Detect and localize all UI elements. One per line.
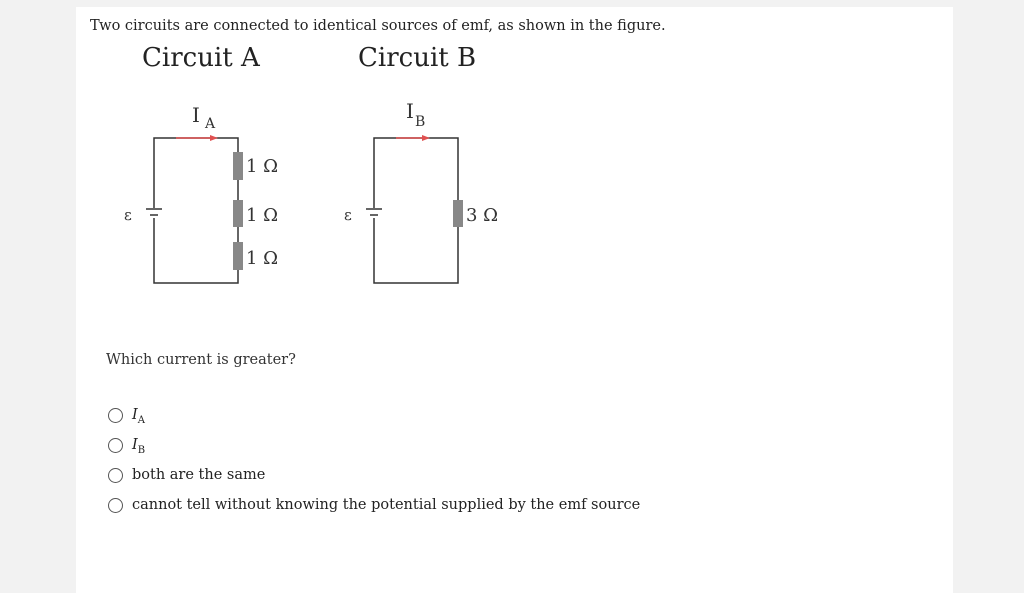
question-text: Which current is greater? (106, 352, 296, 368)
current-a-arrow (176, 135, 218, 141)
current-a-subscript: A (205, 116, 216, 132)
question-intro: Two circuits are connected to identical sources of emf, as shown in the figure. (90, 18, 666, 34)
resistor-b (453, 200, 463, 227)
circuit-b-title: Circuit B (358, 43, 477, 73)
resistor-a2 (233, 200, 243, 227)
radio-button[interactable] (108, 498, 123, 513)
current-b-label: I (406, 99, 414, 123)
current-b-arrow (396, 135, 430, 141)
option-label: $I_B$ (132, 437, 146, 456)
emf-a-label: ε (124, 206, 132, 224)
resistor-a1-label: 1 Ω (246, 156, 279, 177)
battery-a (146, 208, 162, 218)
radio-button[interactable] (108, 408, 123, 423)
battery-b (366, 208, 382, 218)
resistor-a3 (233, 242, 243, 270)
resistor-b-label: 3 Ω (466, 205, 499, 226)
option-label: cannot tell without knowing the potential supplied by the emf source (132, 497, 641, 513)
current-b-subscript: B (415, 114, 426, 130)
emf-b-label: ε (344, 206, 352, 224)
option-label: $I_A$ (132, 407, 145, 426)
circuit-figure (110, 90, 530, 300)
radio-button[interactable] (108, 438, 123, 453)
radio-button[interactable] (108, 468, 123, 483)
option-cannot-tell[interactable] (108, 494, 640, 516)
resistor-a2-label: 1 Ω (246, 205, 279, 226)
option-ib[interactable] (108, 434, 145, 456)
current-a-label: I (192, 103, 200, 127)
resistor-a1 (233, 152, 243, 180)
circuit-b-wires (374, 138, 458, 283)
option-label: both are the same (132, 467, 266, 483)
option-ia[interactable] (108, 404, 145, 426)
circuit-a-wires (154, 138, 238, 283)
option-same[interactable] (108, 464, 265, 486)
resistor-a3-label: 1 Ω (246, 248, 279, 269)
circuit-a-title: Circuit A (142, 43, 260, 73)
